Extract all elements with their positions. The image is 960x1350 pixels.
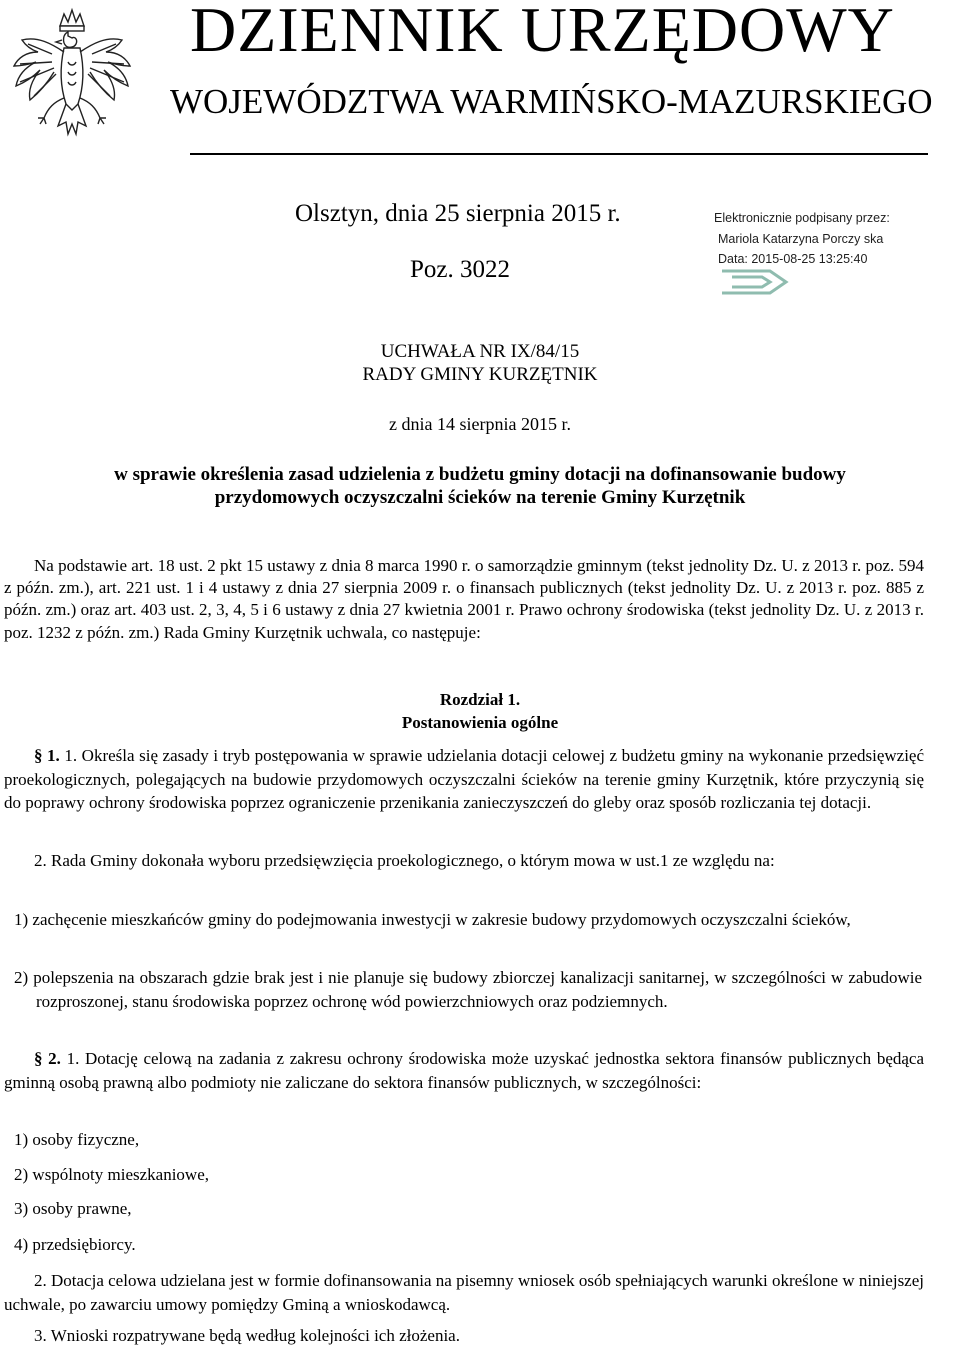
electronic-signature-block bbox=[712, 208, 902, 270]
act-date: z dnia 14 sierpnia 2015 r. bbox=[389, 414, 571, 434]
chapter-heading bbox=[0, 688, 960, 734]
act-title bbox=[0, 340, 960, 386]
masthead-subtitle: WOJEWÓDZTWA WARMIŃSKO-MAZURSKIEGO bbox=[170, 82, 933, 121]
section-1-paragraph-2: 2. Rada Gminy dokonała wyboru przedsięwzięcia proekologicznego, o którym mowa w ust.1 ze względu na: bbox=[34, 851, 775, 870]
signature-line-2: Mariola Katarzyna Porczy ska bbox=[718, 231, 884, 246]
chapter-number: Rozdział 1. bbox=[439, 690, 521, 709]
masthead-divider bbox=[190, 153, 928, 155]
section-2-paragraph-3: 3. Wnioski rozpatrywane będą według kolejności ich złożenia. bbox=[34, 1326, 460, 1345]
signature-line-3: Data: 2015-08-25 13:25:40 bbox=[718, 252, 868, 266]
place-and-date: Olsztyn, dnia 25 sierpnia 2015 r. bbox=[295, 200, 621, 227]
act-title-line-2: RADY GMINY KURZĘTNIK bbox=[362, 364, 598, 385]
act-subject-line-1: w sprawie określenia zasad udzielenia z budżetu gminy dotacji na dofinansowanie budowy bbox=[114, 464, 846, 485]
section-2-mark: § 2. bbox=[34, 1049, 61, 1068]
section-1-list-2 bbox=[4, 966, 922, 1013]
chapter-title: Postanowienia ogólne bbox=[401, 713, 559, 732]
masthead-title: DZIENNIK URZĘDOWY bbox=[190, 0, 895, 65]
section-1-list bbox=[4, 908, 922, 932]
list-item: 1) zachęcenie mieszkańców gminy do podejmowania inwestycji w zakresie budowy przydomowych oczyszczalni ścieków, bbox=[14, 910, 851, 929]
act-title-line-1: UCHWAŁA NR IX/84/15 bbox=[380, 341, 580, 362]
signature-logo-icon bbox=[718, 268, 790, 296]
signature-line-1: Elektronicznie podpisany przez: bbox=[714, 211, 890, 225]
eagle-emblem-icon bbox=[8, 6, 136, 156]
list-item: 1) osoby fizyczne, bbox=[14, 1130, 140, 1149]
list-item: 2) wspólnoty mieszkaniowe, bbox=[14, 1165, 209, 1184]
section-2-text-1: 1. Dotację celową na zadania z zakresu ochrony środowiska może uzyskać jednostka sektora finansów publicznych będąca gminną osobą prawną albo podmioty nie zaliczane do sektora finansów publicznych, w szczególności: bbox=[4, 1049, 925, 1092]
act-subject bbox=[0, 463, 960, 509]
act-subject-line-2: przydomowych oczyszczalni ścieków na terenie Gminy Kurzętnik bbox=[214, 487, 746, 508]
section-1-mark: § 1. bbox=[34, 746, 60, 765]
section-2-paragraph-2: 2. Dotacja celowa udzielana jest w formie dofinansowania na pisemny wniosek osób spełniających warunki określone w niniejszej uchwale, po zawarciu umowy pomiędzy Gminą a wnioskodawcą. bbox=[4, 1271, 924, 1314]
position-number: Poz. 3022 bbox=[410, 256, 510, 283]
list-item: 4) przedsiębiorcy. bbox=[14, 1235, 136, 1254]
list-item: 2) polepszenia na obszarach gdzie brak jest i nie planuje się budowy zbiorczej kanalizacji sanitarnej, w szczególności w zabudowie rozproszonej, stanu środowiska poprzez ochronę wód powierzchniowych oraz podziemnych. bbox=[14, 968, 922, 1011]
section-1-text-1: 1. Określa się zasady i tryb postępowania w sprawie udzielania dotacji celowej z budżetu gminy na wykonanie przedsięwzięć proekologicznych, polegających na budowie przydomowych oczyszczalni ścieków na terenie gminy Kurzętnik, które przyczynią się do poprawy ochrony środowiska poprzez ograniczenie przenikania zanieczyszczeń do gleby oraz sposób rozliczania tej dotacji. bbox=[4, 746, 925, 813]
preamble: Na podstawie art. 18 ust. 2 pkt 15 ustawy z dnia 8 marca 1990 r. o samorządzie gminnym (tekst jednolity Dz. U. z 2013 r. poz. 594 z późn. zm.), art. 221 ust. 1 i 4 ustawy z dnia 27 sierpnia 2009 r. o finansach publicznych (tekst jednolity Dz. U. z 2013 r. poz. 885 z późn. zm.) oraz art. 403 ust. 2, 3, 4, 5 i 6 ustawy z dnia 27 kwietnia 2001 r. Prawo ochrony środowiska (tekst jednolity Dz. U. z 2013 r. poz. 1232 z późn. zm.) Rada Gminy Kurzętnik uchwala, co następuje: bbox=[4, 556, 924, 642]
section-2-paragraph-1 bbox=[4, 1047, 924, 1094]
section-1-paragraph-1 bbox=[4, 744, 924, 815]
list-item: 3) osoby prawne, bbox=[14, 1199, 132, 1218]
